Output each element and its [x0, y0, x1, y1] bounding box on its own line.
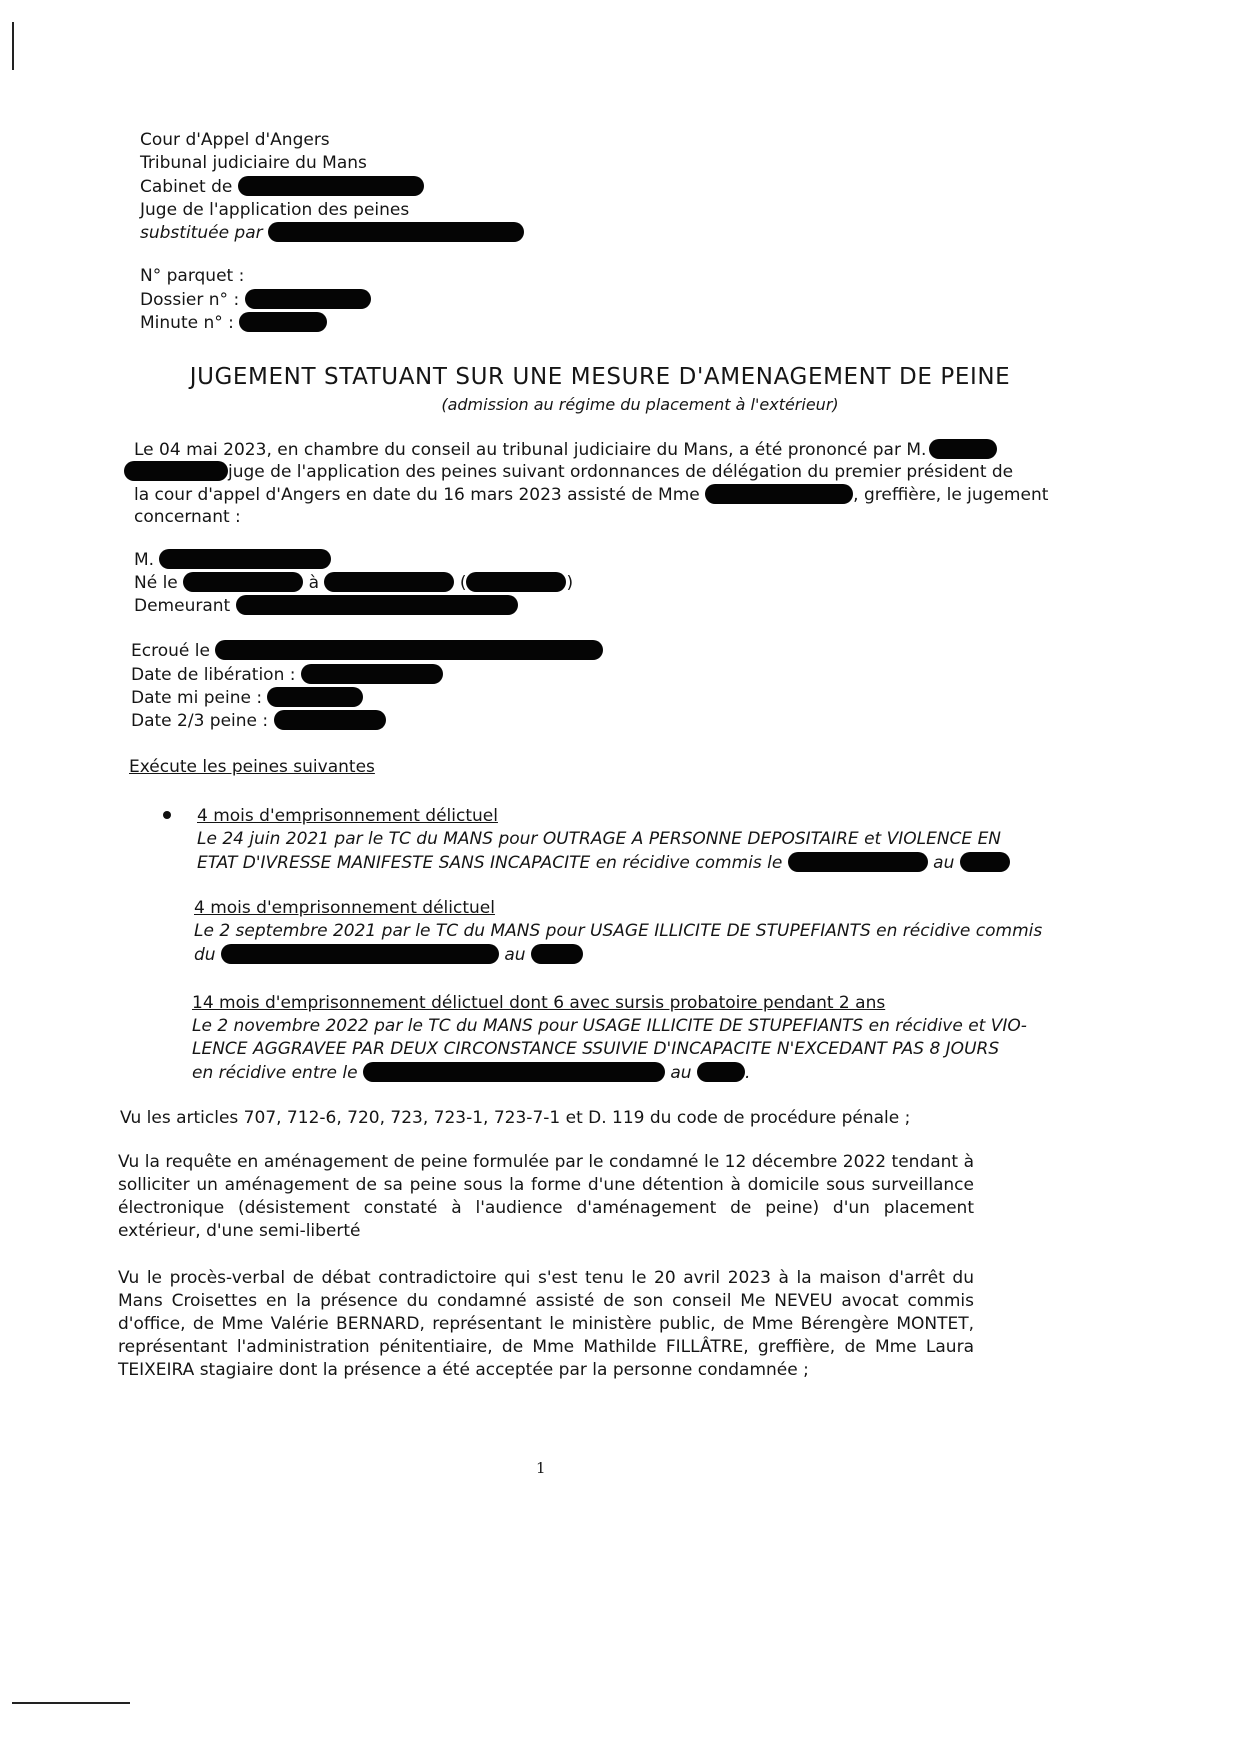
person-name-line	[134, 549, 331, 570]
release-date-line	[131, 664, 443, 685]
substitute-line	[140, 222, 524, 243]
sentences-heading: Exécute les peines suivantes	[129, 757, 375, 777]
intro-line-4: concernant :	[134, 507, 241, 527]
redaction-mark	[697, 1062, 745, 1082]
sentence-3-line-1: Le 2 novembre 2022 par le TC du MANS pour USAGE ILLICITE DE STUPEFIANTS en récidive et VIO-	[192, 1016, 1027, 1036]
sentence-1-text-2: ETAT D'IVRESSE MANIFESTE SANS INCAPACITE en récidive commis le	[197, 853, 783, 873]
birth-place-label: à	[308, 573, 319, 593]
judgment-subtitle: (admission au régime du placement à l'extérieur)	[441, 395, 839, 414]
sentence-2-line-2	[194, 944, 583, 965]
vu-request-paragraph: Vu la requête en aménagement de peine formulée par le condamné le 12 décembre 2022 tendant à solliciter un aménagement de sa peine sous la forme d'une détention à domicile sous surveillance électronique (désistement constaté à l'audience d'aménagement de peine) d'un placement extérieur, d'une semi-liberté	[118, 1152, 974, 1241]
redaction-mark	[124, 461, 228, 481]
redaction-mark	[238, 176, 424, 196]
redaction-mark	[236, 595, 518, 615]
intro-line-3	[134, 484, 1048, 505]
cabinet-line	[140, 176, 424, 197]
substitute-label: substituée par	[140, 223, 263, 243]
tribunal-name: Tribunal judiciaire du Mans	[140, 153, 367, 173]
scan-edge-mark	[12, 22, 14, 70]
redaction-mark	[363, 1062, 665, 1082]
intro-line-2	[124, 461, 1013, 482]
sentence-1-line-1: Le 24 juin 2021 par le TC du MANS pour OUTRAGE A PERSONNE DEPOSITAIRE et VIOLENCE EN	[197, 829, 1002, 849]
redaction-mark	[705, 484, 853, 504]
release-date-label: Date de libération :	[131, 665, 296, 685]
scan-bottom-rule	[12, 1702, 130, 1704]
address-label: Demeurant	[134, 596, 231, 616]
page-number: 1	[536, 1459, 546, 1477]
birth-line	[134, 572, 573, 593]
sentence-2-heading: 4 mois d'emprisonnement délictuel	[194, 898, 495, 918]
redaction-mark	[221, 944, 499, 964]
parquet-ref: N° parquet :	[140, 266, 245, 286]
cabinet-label: Cabinet de	[140, 177, 233, 197]
two-thirds-line	[131, 710, 386, 731]
redaction-mark	[466, 572, 566, 592]
redaction-mark	[183, 572, 303, 592]
redaction-mark	[239, 312, 327, 332]
redaction-mark	[267, 687, 363, 707]
incarceration-label: Ecroué le	[131, 641, 210, 661]
redaction-mark	[245, 289, 371, 309]
intro-line-1	[134, 439, 997, 460]
minute-ref	[140, 312, 327, 333]
half-sentence-line	[131, 687, 363, 708]
person-m-label: M.	[134, 550, 155, 570]
half-sentence-label: Date mi peine :	[131, 688, 263, 708]
sentence-3-line-3	[192, 1062, 750, 1083]
sentence-3-heading: 14 mois d'emprisonnement délictuel dont 6 avec sursis probatoire pendant 2 ans	[192, 993, 886, 1013]
minute-label: Minute n° :	[140, 313, 234, 333]
redaction-mark	[929, 439, 997, 459]
address-line	[134, 595, 518, 616]
redaction-mark	[268, 222, 524, 242]
dossier-ref	[140, 289, 371, 310]
vu-debate-paragraph: Vu le procès-verbal de débat contradictoire qui s'est tenu le 20 avril 2023 à la maison d'arrêt du Mans Croisettes en la présence du condamné assisté de son conseil Me NEVEU avocat commis d'office, de Mme Valérie BERNARD, représentant le ministère public, de Mme Bérengère MONTET, représentant l'administration pénitentiaire, de Mme Mathilde FILLÂTRE, greffière, de Mme Laura TEIXEIRA stagiaire dont la présence a été acceptée par la personne condamnée ;	[118, 1268, 974, 1380]
sentence-2-text-2: du	[194, 945, 216, 965]
sentence-1-line-2	[197, 852, 1010, 873]
redaction-mark	[274, 710, 386, 730]
dossier-label: Dossier n° :	[140, 290, 240, 310]
sentence-2-line-1: Le 2 septembre 2021 par le TC du MANS pour USAGE ILLICITE DE STUPEFIANTS en récidive commis	[194, 921, 1043, 941]
bullet-icon	[163, 811, 171, 819]
sentence-3-au: au	[670, 1063, 692, 1083]
judgment-title: JUGEMENT STATUANT SUR UNE MESURE D'AMENAGEMENT DE PEINE	[189, 364, 1011, 390]
intro-text-2: juge de l'application des peines suivant ordonnances de délégation du premier président de	[228, 462, 1014, 482]
redaction-mark	[531, 944, 583, 964]
sentence-1-au: au	[933, 853, 955, 873]
court-name: Cour d'Appel d'Angers	[140, 130, 330, 150]
judge-role: Juge de l'application des peines	[140, 200, 410, 220]
sentence-3-period: .	[744, 1063, 751, 1083]
redaction-mark	[788, 852, 928, 872]
redaction-mark	[215, 640, 603, 660]
two-thirds-label: Date 2/3 peine :	[131, 711, 269, 731]
sentence-3-line-2: LENCE AGGRAVEE PAR DEUX CIRCONSTANCE SSUIVIE D'INCAPACITE N'EXCEDANT PAS 8 JOURS	[192, 1039, 1000, 1059]
intro-text-3b: , greffière, le jugement	[853, 485, 1049, 505]
redaction-mark	[159, 549, 331, 569]
intro-text-3a: la cour d'appel d'Angers en date du 16 mars 2023 assisté de Mme	[134, 485, 700, 505]
sentence-1-heading: 4 mois d'emprisonnement délictuel	[197, 806, 498, 826]
birth-label: Né le	[134, 573, 178, 593]
sentence-3-text-3: en récidive entre le	[192, 1063, 358, 1083]
vu-articles: Vu les articles 707, 712-6, 720, 723, 723-1, 723-7-1 et D. 119 du code de procédure pénale ;	[120, 1108, 911, 1128]
intro-text-1: Le 04 mai 2023, en chambre du conseil au tribunal judiciaire du Mans, a été prononcé par M.	[134, 440, 927, 460]
sentence-2-au: au	[504, 945, 526, 965]
redaction-mark	[301, 664, 443, 684]
paren-close: )	[566, 573, 574, 593]
redaction-mark	[324, 572, 454, 592]
redaction-mark	[960, 852, 1010, 872]
paren-open: (	[459, 573, 467, 593]
incarceration-line	[131, 640, 603, 661]
